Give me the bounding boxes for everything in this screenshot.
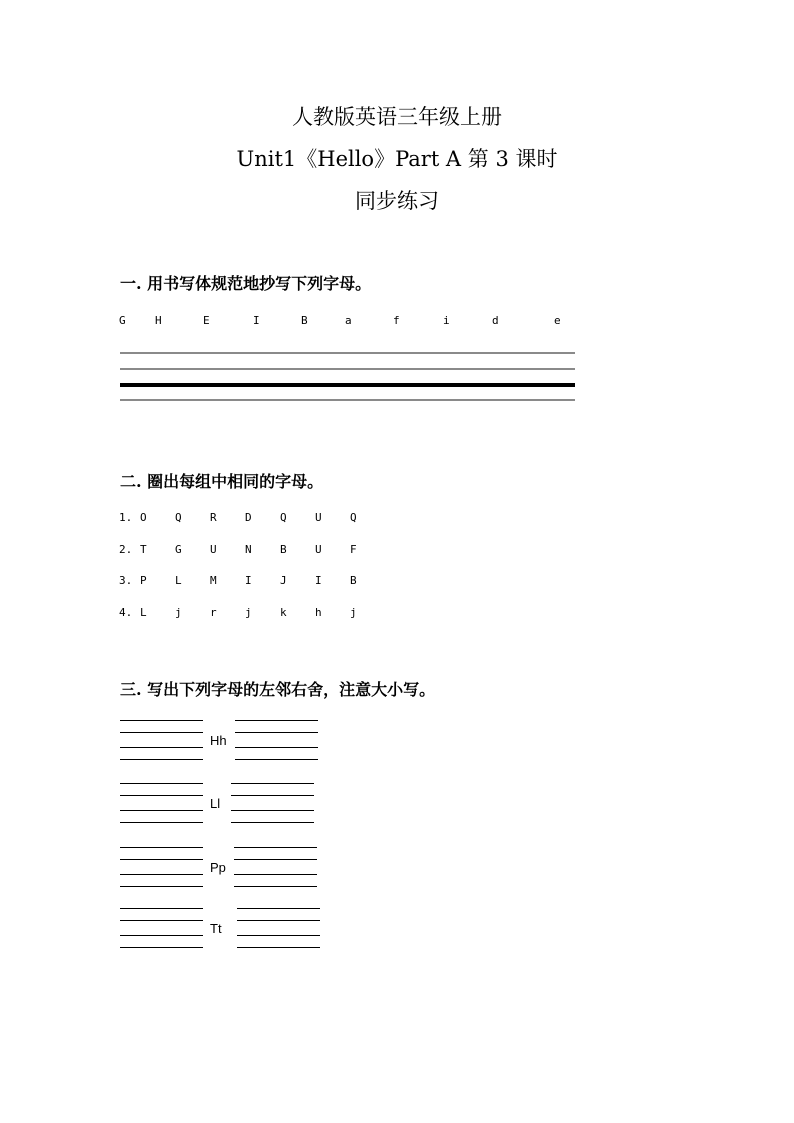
group-letter: N bbox=[245, 543, 252, 556]
group-letter: U bbox=[315, 543, 322, 556]
copy-letter: H bbox=[155, 314, 162, 327]
answer-line[interactable] bbox=[120, 947, 203, 948]
answer-line[interactable] bbox=[235, 747, 318, 748]
answer-line[interactable] bbox=[237, 935, 320, 936]
target-letter-pair: Pp bbox=[210, 860, 226, 875]
copy-letters-row bbox=[0, 314, 794, 330]
answer-line[interactable] bbox=[231, 822, 314, 823]
copy-letter: d bbox=[492, 314, 499, 327]
group-letter: R bbox=[210, 511, 217, 524]
answer-line[interactable] bbox=[120, 747, 203, 748]
answer-line[interactable] bbox=[235, 732, 318, 733]
group-letter: Q bbox=[175, 511, 182, 524]
copy-letter: e bbox=[554, 314, 561, 327]
group-letter: k bbox=[280, 606, 287, 619]
copy-letter: i bbox=[443, 314, 450, 327]
answer-line[interactable] bbox=[237, 920, 320, 921]
answer-line[interactable] bbox=[235, 759, 318, 760]
group-letter: I bbox=[315, 574, 322, 587]
letter-group-row bbox=[0, 606, 794, 622]
answer-line[interactable] bbox=[120, 908, 203, 909]
letter-group-row bbox=[0, 511, 794, 527]
group-letter: B bbox=[280, 543, 287, 556]
group-letter: I bbox=[245, 574, 252, 587]
group-letter: j bbox=[175, 606, 182, 619]
section-1-heading: 一. 用书写体规范地抄写下列字母。 bbox=[120, 274, 372, 293]
answer-line[interactable] bbox=[231, 795, 314, 796]
answer-line[interactable] bbox=[120, 847, 203, 848]
letter-group-row bbox=[0, 543, 794, 559]
group-letter: U bbox=[210, 543, 217, 556]
answer-line[interactable] bbox=[237, 908, 320, 909]
answer-line[interactable] bbox=[120, 720, 203, 721]
answer-line[interactable] bbox=[234, 859, 317, 860]
group-letter: U bbox=[315, 511, 322, 524]
section-3-heading: 三. 写出下列字母的左邻右舍，注意大小写。 bbox=[120, 680, 436, 699]
answer-line[interactable] bbox=[120, 822, 203, 823]
answer-line[interactable] bbox=[120, 935, 203, 936]
group-letter: L bbox=[175, 574, 182, 587]
answer-line[interactable] bbox=[234, 874, 317, 875]
answer-line[interactable] bbox=[120, 886, 203, 887]
group-letter: J bbox=[280, 574, 287, 587]
group-letter: h bbox=[315, 606, 322, 619]
group-letter: P bbox=[140, 574, 147, 587]
answer-line[interactable] bbox=[120, 795, 203, 796]
answer-line[interactable] bbox=[120, 874, 203, 875]
neighbor-letter-group bbox=[120, 720, 330, 770]
group-letter: D bbox=[245, 511, 252, 524]
target-letter-pair: Tt bbox=[210, 921, 222, 936]
group-letter: G bbox=[175, 543, 182, 556]
answer-line[interactable] bbox=[231, 783, 314, 784]
group-letter: B bbox=[350, 574, 357, 587]
answer-line[interactable] bbox=[120, 759, 203, 760]
answer-line[interactable] bbox=[120, 920, 203, 921]
target-letter-pair: Ll bbox=[210, 796, 221, 811]
row-number: 2. bbox=[119, 543, 133, 556]
group-letter: Q bbox=[350, 511, 357, 524]
group-letter: Q bbox=[280, 511, 287, 524]
writing-guide-line bbox=[120, 368, 575, 370]
row-number: 1. bbox=[119, 511, 133, 524]
writing-guide-line bbox=[120, 352, 575, 354]
copy-letter: G bbox=[119, 314, 126, 327]
answer-line[interactable] bbox=[231, 810, 314, 811]
group-letter: F bbox=[350, 543, 357, 556]
letter-group-row bbox=[0, 574, 794, 590]
copy-letter: E bbox=[203, 314, 210, 327]
writing-baseline bbox=[120, 383, 575, 387]
group-letter: r bbox=[210, 606, 217, 619]
worksheet-title: 人教版英语三年级上册 bbox=[292, 105, 502, 129]
group-letter: M bbox=[210, 574, 217, 587]
copy-letter: I bbox=[253, 314, 260, 327]
neighbor-letter-group bbox=[120, 847, 330, 897]
copy-letter: B bbox=[301, 314, 308, 327]
group-letter: T bbox=[140, 543, 147, 556]
group-letter: L bbox=[140, 606, 147, 619]
section-2-heading: 二. 圈出每组中相同的字母。 bbox=[120, 472, 324, 491]
answer-line[interactable] bbox=[120, 732, 203, 733]
answer-line[interactable] bbox=[120, 810, 203, 811]
neighbor-letter-group bbox=[120, 908, 330, 958]
row-number: 3. bbox=[119, 574, 133, 587]
answer-line[interactable] bbox=[237, 947, 320, 948]
writing-guide-line bbox=[120, 399, 575, 401]
copy-letter: f bbox=[393, 314, 400, 327]
group-letter: O bbox=[140, 511, 147, 524]
exercise-subtitle: 同步练习 bbox=[355, 189, 439, 213]
answer-line[interactable] bbox=[234, 847, 317, 848]
target-letter-pair: Hh bbox=[210, 733, 227, 748]
neighbor-letter-group bbox=[120, 783, 330, 833]
answer-line[interactable] bbox=[234, 886, 317, 887]
group-letter: j bbox=[350, 606, 357, 619]
answer-line[interactable] bbox=[235, 720, 318, 721]
copy-letter: a bbox=[345, 314, 352, 327]
answer-line[interactable] bbox=[120, 859, 203, 860]
answer-line[interactable] bbox=[120, 783, 203, 784]
row-number: 4. bbox=[119, 606, 133, 619]
group-letter: j bbox=[245, 606, 252, 619]
unit-title: Unit1《Hello》Part A 第 3 课时 bbox=[236, 147, 558, 171]
